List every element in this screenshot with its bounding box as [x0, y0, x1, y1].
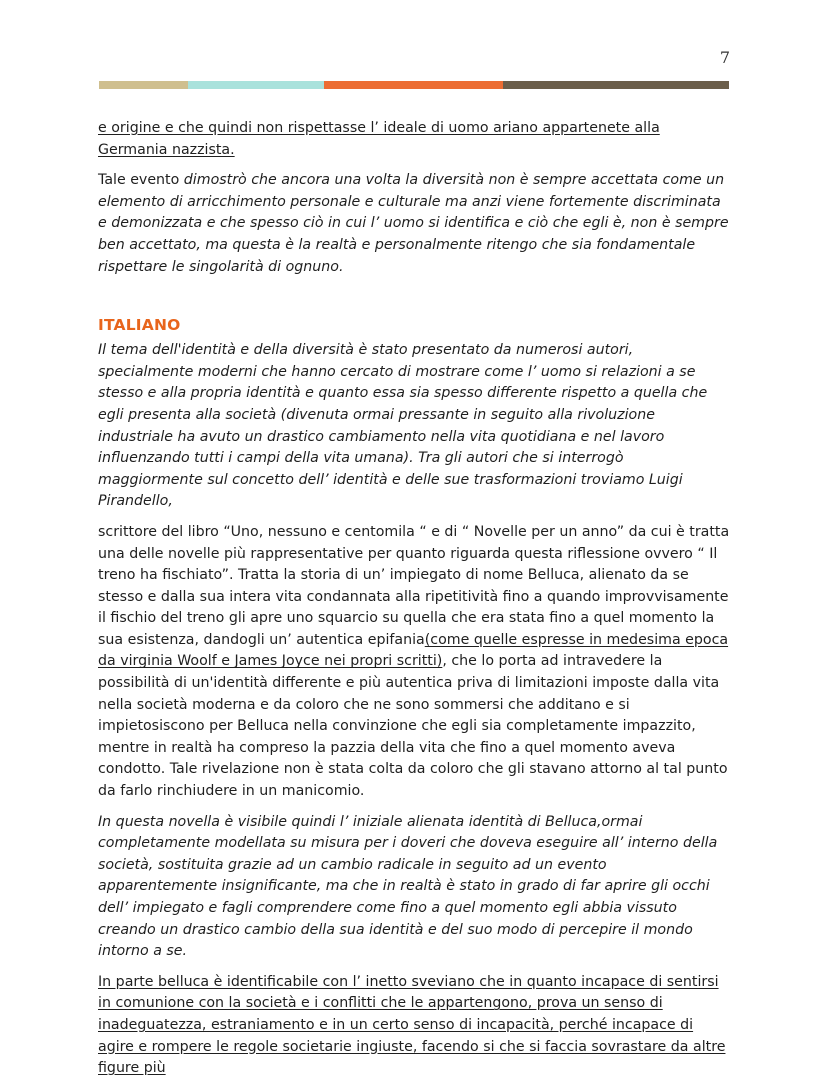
pirandello-text-a: scrittore del libro “Uno, nessuno e centomila “ e di “ Novelle per un anno” da cui è tratta una delle novelle più rappresentative per quanto riguarda questa riflessione ovvero “ Il treno ha fischiato”. Tratta la storia di un’ impiegato di nome Belluca, alienato da se stesso e dalla sua intera vita condannata alla ripetitività fino a quando improvvisamente il fischio del treno gli apre uno squarcio su quella che era stata fino a quel momento la sua esistenza, dandogli un’ autentica epifania: [98, 523, 730, 648]
band-segment-brown: [503, 81, 729, 89]
svevo-paragraph: In parte belluca è identificabile con l’ inetto sveviano che in quanto incapace di sentirsi in comunione con la società e i conflitti che le appartengono, prova un senso di inadeguatezza, estraniamento e in un certo senso di incapacità, perché incapace di agire e rompere le regole societarie ingiuste, facendo si che si faccia sovrastare da altre figure più: [98, 973, 726, 1077]
intro-paragraph: Il tema dell'identità e della diversità è stato presentato da numerosi autori, specialmente moderni che hanno cercato di mostrare come l’ uomo si relazioni a se stesso e alla propria identità e quanto essa sia spesso differente rispetto a quella che egli presenta alla società (divenuta ormai pressante in seguito alla rivoluzione industriale ha avuto un drastico cambiamento nella vita quotidiana e nel lavoro influenzando tutti i campi della vita umana). Tra gli autori che si interrogò maggiormente sul concetto dell’ identità e delle sue trasformazioni troviamo Luigi Pirandello,: [98, 342, 708, 510]
pirandello-underlined-text: (come quelle espresse in medesima epoca da virginia Woolf e James Joyce nei propri scritti): [98, 631, 729, 670]
novella-paragraph: In questa novella è visibile quindi l’ iniziale alienata identità di Belluca,ormai completamente modellata su misura per i doveri che doveva eseguire all’ interno della società, sostituita grazie ad un cambio radicale in seguito ad un evento apparentemente insignificante, ma che in realtà è stato in grado di far aprire gli occhi dell’ impiegato e fagli comprendere come fino a quel momento egli abbia vissuto creando un drastico cambio della sua identità e del suo modo di percepire il mondo intorno a se.: [98, 813, 718, 960]
band-segment-aqua: [188, 81, 324, 89]
event-italic-text: dimostrò che ancora una volta la diversità non è sempre accettata come un elemento di arricchimento personale e culturale ma anzi viene fortemente discriminata e demonizzata e che spesso ciò in cui l’ uomo si identifica e ciò che egli è, non è sempre ben accettato, ma questa è la realtà e personalmente ritengo che sia fondamentale rispettare le singolarità di ognuno.: [98, 172, 729, 275]
event-lead-text: Tale evento: [98, 172, 184, 189]
pirandello-text-b: , che lo porta ad intravedere la possibilità di un'identità differente e più autentica priva di limitazioni imposte dalla vita nella società moderna e da coloro che ne sono sommersi che additano e si impietosiscono per Belluca nella convinzione che egli sia completamente impazzito, mentre in realtà ha compreso la pazzia della vita che fino a quel momento aveva condotto. Tale rivelazione non è stata colta da coloro che gli stavano attorno al tal punto da farlo rinchiudere in un manicomio.: [98, 653, 728, 800]
document-body: [98, 118, 730, 1080]
page-number: 7: [719, 48, 730, 67]
band-segment-tan: [99, 81, 188, 89]
header-color-band: [99, 81, 729, 89]
pirandello-paragraph: [98, 522, 730, 803]
section-title-italiano: ITALIANO: [98, 316, 181, 335]
band-segment-orange: [324, 81, 503, 89]
continuation-paragraph: e origine e che quindi non rispettasse l’ ideale di uomo ariano appartenete alla Germania nazzista.: [98, 120, 660, 158]
event-paragraph: [98, 170, 730, 278]
